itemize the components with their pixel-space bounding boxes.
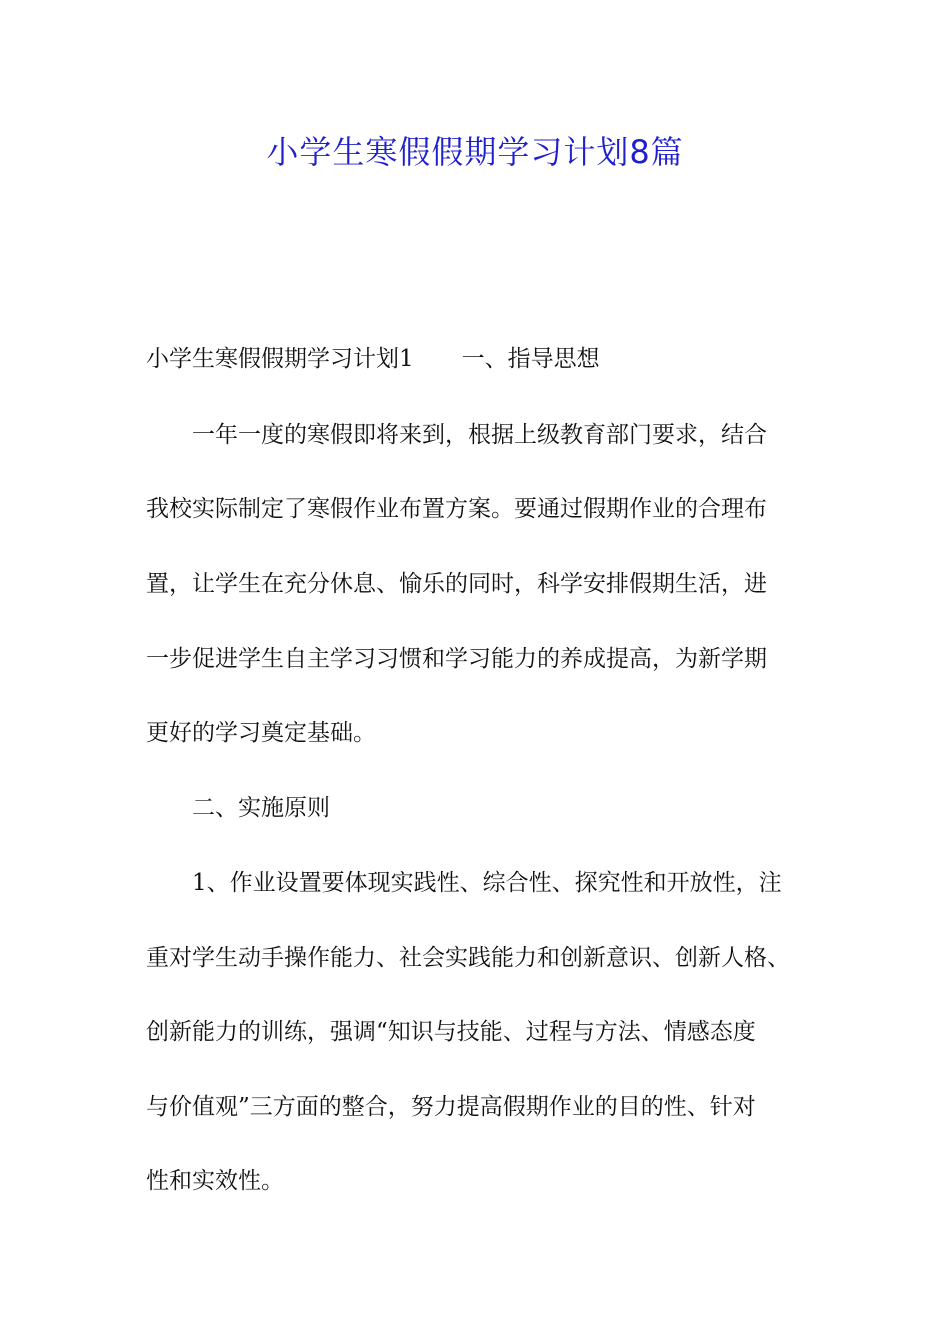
paragraph-line: 一年一度的寒假即将来到，根据上级教育部门要求，结合 (192, 422, 767, 448)
paragraph-line: 与价值观”三方面的整合，努力提高假期作业的目的性、针对 (146, 1094, 756, 1120)
document-title: 小学生寒假假期学习计划8篇 (266, 133, 684, 171)
guiding-thought-heading: 一、指导思想 (461, 346, 600, 372)
paragraph-line: 1、作业设置要体现实践性、综合性、探究性和开放性，注 (192, 870, 782, 896)
plan-heading: 小学生寒假假期学习计划1 (146, 346, 414, 372)
paragraph-line: 一步促进学生自主学习习惯和学习能力的养成提高，为新学期 (146, 646, 767, 672)
paragraph-line: 置，让学生在充分休息、愉乐的同时，科学安排假期生活，进 (146, 571, 767, 597)
paragraph-line: 我校实际制定了寒假作业布置方案。要通过假期作业的合理布 (146, 496, 767, 522)
paragraph-line: 创新能力的训练，强调“知识与技能、过程与方法、情感态度 (146, 1019, 756, 1045)
principles-heading: 二、实施原则 (192, 795, 330, 821)
section-heading-line (146, 344, 600, 374)
paragraph-line: 更好的学习奠定基础。 (146, 720, 376, 746)
paragraph-line: 重对学生动手操作能力、社会实践能力和创新意识、创新人格、 (146, 945, 790, 971)
paragraph-line: 性和实效性。 (146, 1168, 284, 1194)
